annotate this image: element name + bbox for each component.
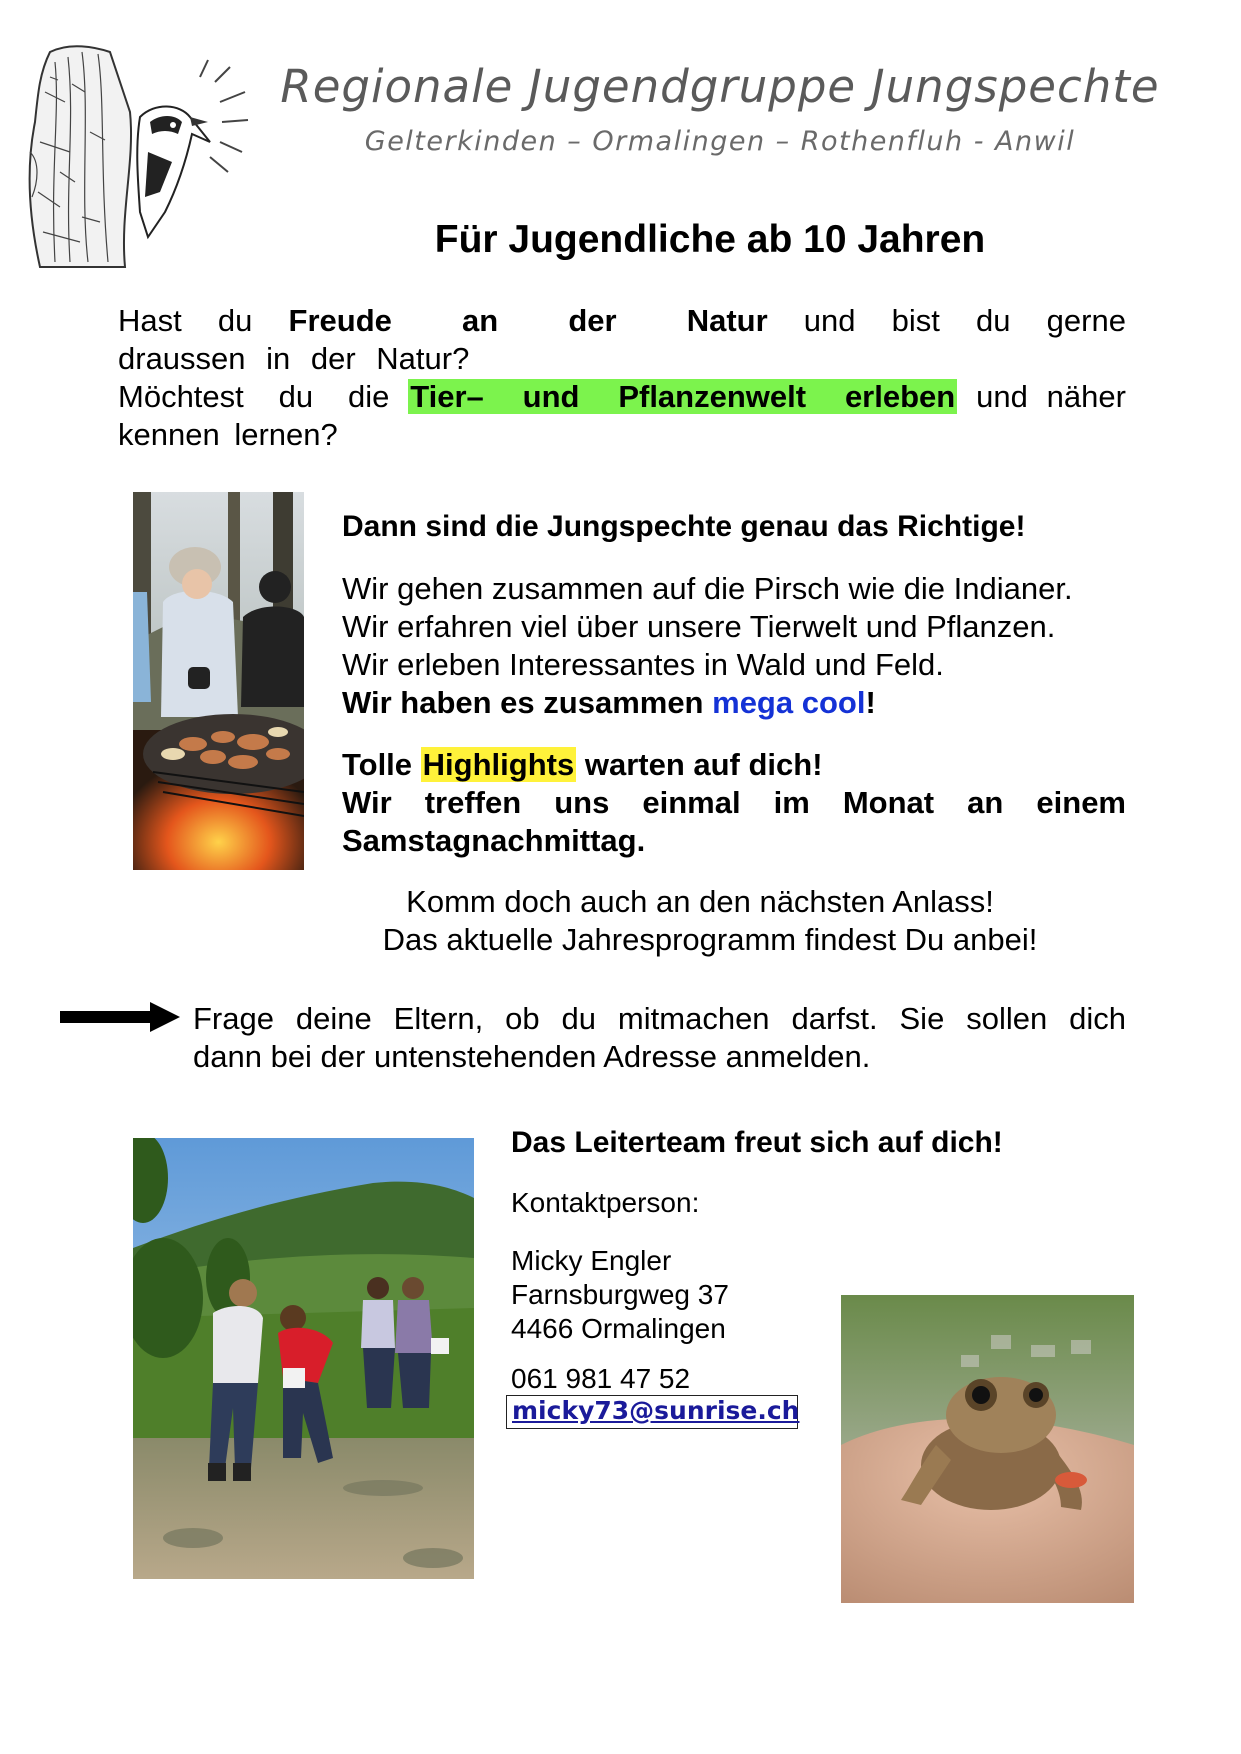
- contact-street: Farnsburgweg 37: [511, 1279, 729, 1310]
- paragraph-text: Wir haben es zusammen: [342, 685, 704, 720]
- section-heading: Dann sind die Jungspechte genau das Richtige!: [342, 510, 1026, 543]
- contact-name: Micky Engler: [511, 1245, 672, 1276]
- paragraph-line: Wir gehen zusammen auf die Pirsch wie die Indianer.: [342, 571, 1073, 606]
- paragraph-text: Tolle: [342, 747, 413, 782]
- intro-word: du: [217, 303, 253, 338]
- intro-word: bist: [891, 303, 940, 338]
- photo-barbecue: [133, 492, 304, 870]
- organization-subtitle: Gelterkinden – Ormalingen – Rothenfluh - Anwil: [364, 126, 1076, 157]
- paragraph-text: !: [865, 685, 876, 720]
- paragraph-line: Wir erfahren viel über unsere Tierwelt und Pflanzen.: [342, 609, 1056, 644]
- invite-line-1: Komm doch auch an den nächsten Anlass!: [406, 884, 994, 919]
- intro-word: Hast: [118, 303, 182, 338]
- highlight-green-text: Tier– und Pflanzenwelt erleben: [410, 379, 956, 414]
- intro-bold-text: Freude an der Natur: [288, 303, 768, 338]
- highlights-line: [342, 746, 1126, 784]
- intro-word: und: [803, 303, 856, 338]
- intro-text: und näher: [976, 379, 1126, 414]
- intro-word: du: [976, 303, 1011, 338]
- woodpecker-icon: [10, 22, 265, 272]
- organization-title: Regionale Jugendgruppe Jungspechte: [280, 60, 1160, 113]
- email-link[interactable]: micky73@sunrise.ch: [512, 1396, 800, 1425]
- highlight-yellow-text: Highlights: [422, 747, 575, 782]
- intro-line-3: [118, 378, 1126, 416]
- invite-line-2: Das aktuelle Jahresprogramm findest Du anbei!: [382, 922, 1038, 957]
- intro-word: gerne: [1046, 303, 1126, 338]
- meeting-line-1: Wir treffen uns einmal im Monat an einem: [342, 785, 1126, 820]
- contact-heading: Das Leiterteam freut sich auf dich!: [511, 1126, 1003, 1159]
- contact-label: Kontaktperson:: [511, 1187, 700, 1218]
- woodpecker-logo: [10, 22, 265, 272]
- blue-emphasis-text: mega cool: [712, 685, 866, 720]
- paragraph-line-bold: [342, 684, 1126, 722]
- page-headline: Für Jugendliche ab 10 Jahren: [434, 218, 986, 261]
- arrow-right-icon: [60, 1002, 180, 1032]
- contact-city: 4466 Ormalingen: [511, 1313, 726, 1344]
- ask-line-2: dann bei der untenstehenden Adresse anmelden.: [193, 1039, 871, 1074]
- intro-text: Möchtest du die: [118, 379, 390, 414]
- contact-phone: 061 981 47 52: [511, 1363, 691, 1394]
- photo-frog-on-hand: [841, 1295, 1134, 1603]
- photo-kids-in-stream: [133, 1138, 474, 1579]
- intro-line-2: draussen in der Natur?: [118, 341, 470, 376]
- intro-line-4: kennen lernen?: [118, 417, 338, 452]
- meeting-line-2: Samstagnachmittag.: [342, 823, 646, 858]
- paragraph-text: warten auf dich!: [584, 747, 823, 782]
- paragraph-line: Wir erleben Interessantes in Wald und Feld.: [342, 647, 944, 682]
- intro-line-1: [118, 302, 1126, 340]
- ask-line-1: Frage deine Eltern, ob du mitmachen darfst. Sie sollen dich: [193, 1001, 1126, 1036]
